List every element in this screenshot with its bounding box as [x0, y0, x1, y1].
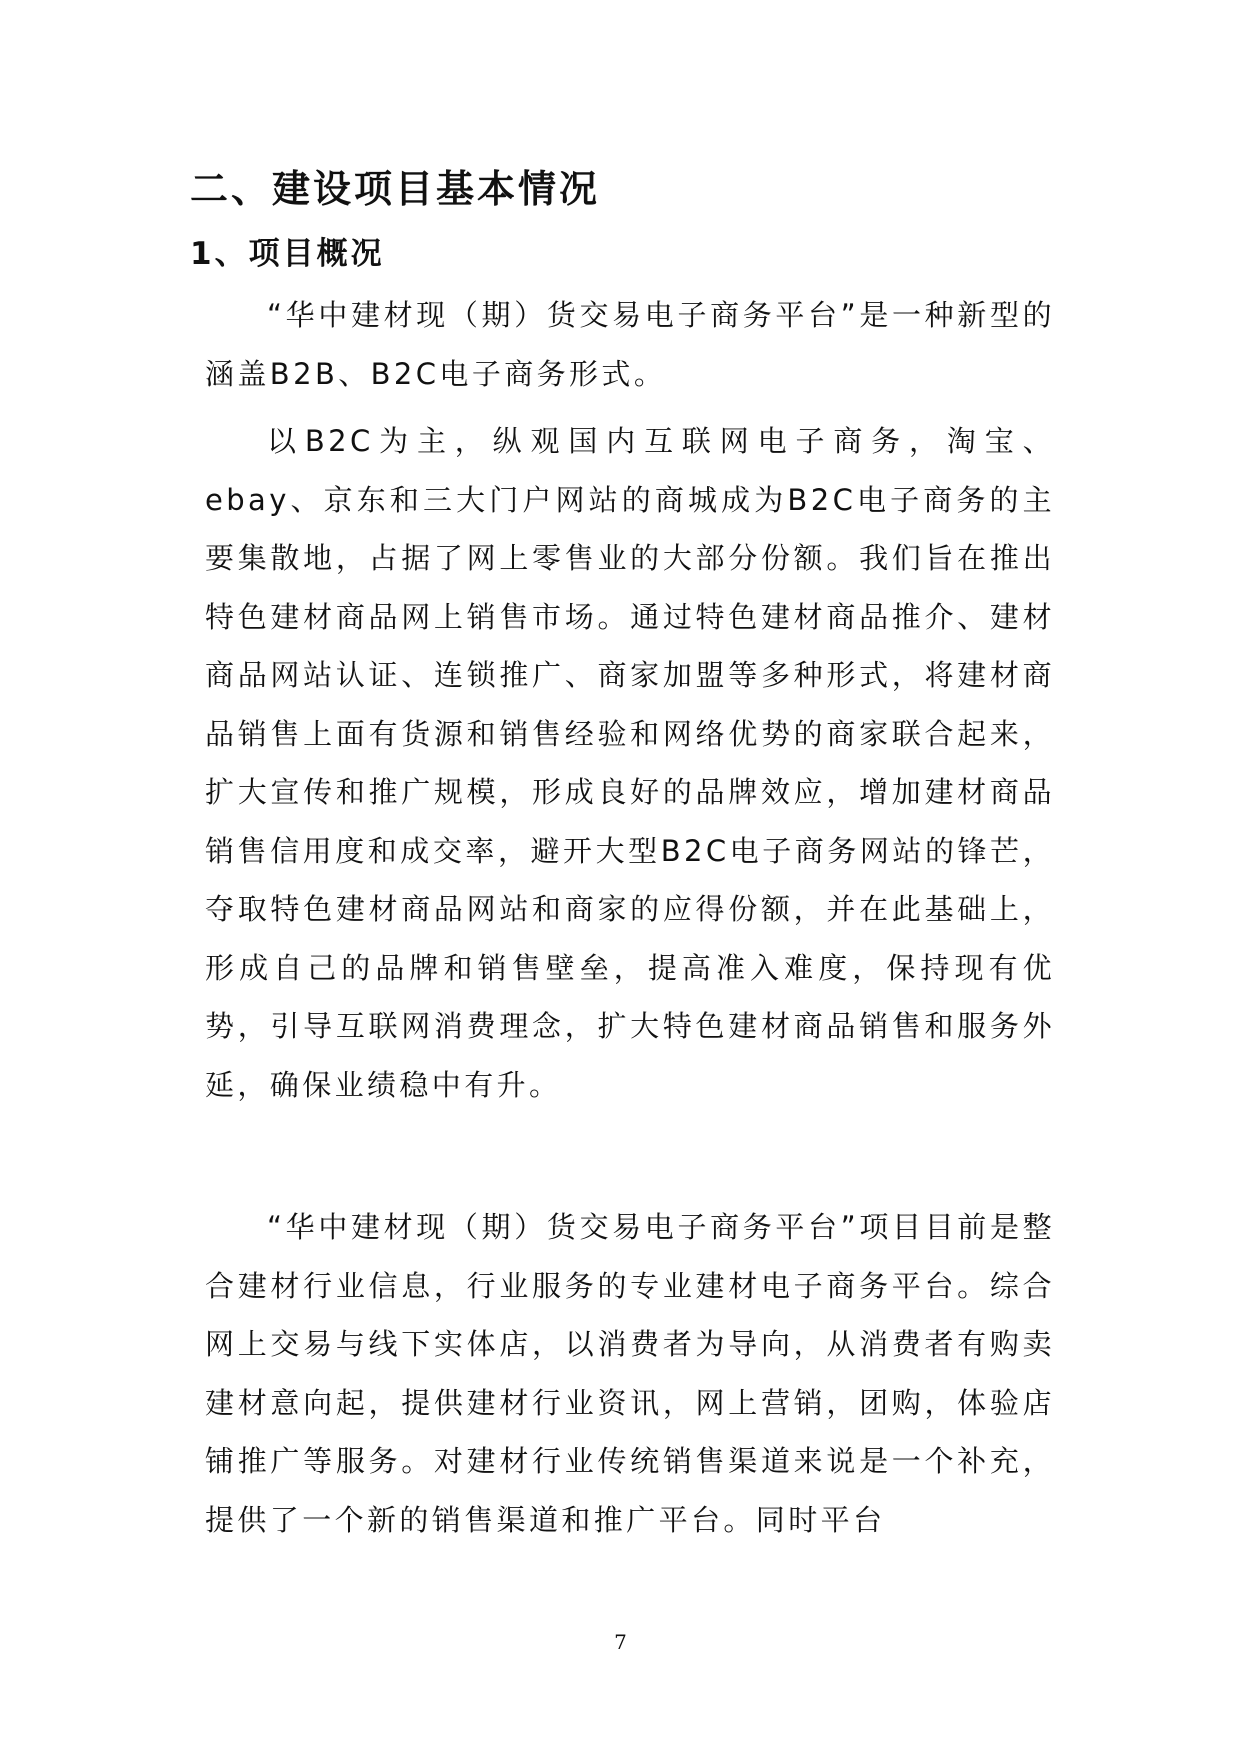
paragraph-1: “华中建材现（期）货交易电子商务平台”是一种新型的涵盖B2B、B2C电子商务形式。 [205, 298, 1055, 391]
paragraph-3: “华中建材现（期）货交易电子商务平台”项目目前是整合建材行业信息，行业服务的专业建材电子商务平台。综合网上交易与线下实体店，以消费者为导向，从消费者有购卖建材意向起，提供建材行业资讯，网上营销，团购，体验店铺推广等服务。对建材行业传统销售渠道来说是一个补充，提供了一个新的销售渠道和推广平台。同时平台 [205, 1210, 1055, 1537]
page-number: 7 [614, 1630, 627, 1654]
paragraph-2: 以B2C为主，纵观国内互联网电子商务，淘宝、ebay、京东和三大门户网站的商城成为B2C电子商务的主要集散地，占据了网上零售业的大部分份额。我们旨在推出特色建材商品网上销售市场。通过特色建材商品推介、建材商品网站认证、连锁推广、商家加盟等多种形式，将建材商品销售上面有货源和销售经验和网络优势的商家联合起来，扩大宣传和推广规模，形成良好的品牌效应，增加建材商品销售信用度和成交率，避开大型B2C电子商务网站的锋芒，夺取特色建材商品网站和商家的应得份额，并在此基础上，形成自己的品牌和销售壁垒，提高准入难度，保持现有优势，引导互联网消费理念，扩大特色建材商品销售和服务外延，确保业绩稳中有升。 [205, 424, 1055, 1102]
section-heading: 二、建设项目基本情况 [190, 167, 601, 211]
subsection-heading: 1、项目概况 [190, 236, 385, 272]
